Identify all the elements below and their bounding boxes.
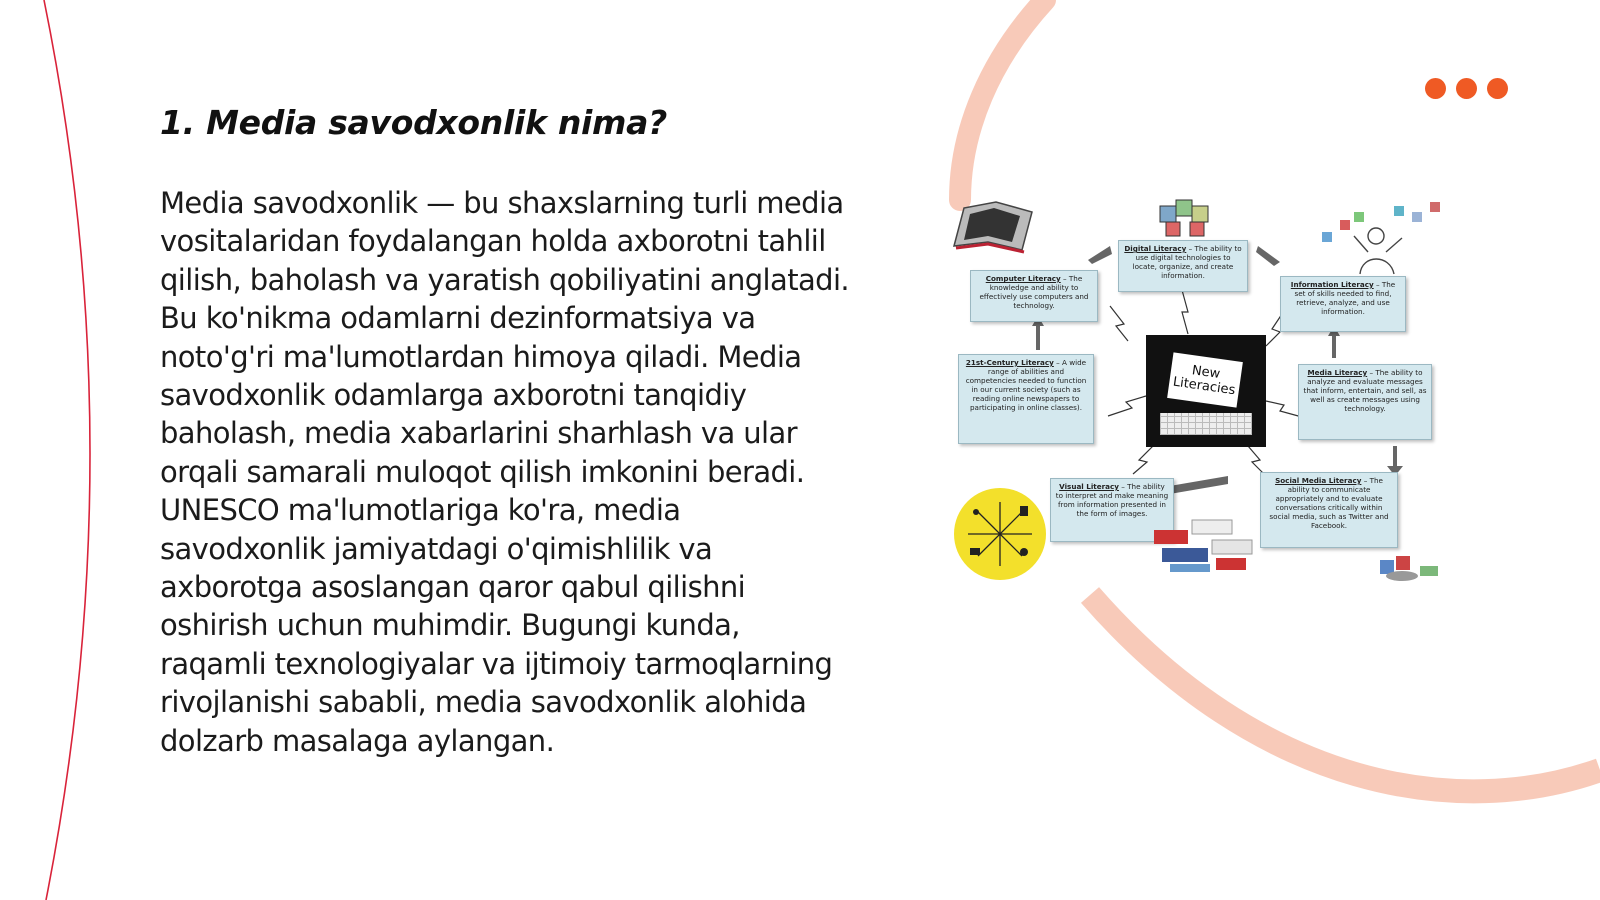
box-text: – A wide range of abilities and competencies needed to function in our current society (such as reading online newspapers to participating in online classes).: [965, 358, 1087, 412]
dot-icon: [1487, 78, 1508, 99]
peach-arc-bottom: [1090, 595, 1600, 791]
media-icons-circle: [954, 488, 1046, 580]
social-logos-collage: [1152, 510, 1262, 576]
box-text: – The ability to use digital technologies to locate, organize, and create information.: [1132, 244, 1242, 280]
digital-literacy-box: [1118, 240, 1248, 292]
dot-icon: [1456, 78, 1477, 99]
box-text: – The ability to analyze and evaluate messages that inform, entertain, and sell, as well as create messages using technology.: [1303, 368, 1427, 413]
peach-arc-top: [960, 0, 1045, 200]
book-icon: [948, 198, 1038, 258]
computer-literacy-box: [970, 270, 1098, 322]
media-literacy-box: [1298, 364, 1432, 440]
box-text: – The knowledge and ability to effectively use computers and technology.: [979, 274, 1089, 310]
box-text: – The ability to interpret and make meaning from information presented in the form of images.: [1055, 482, 1169, 518]
new-literacies-diagram: [948, 196, 1460, 588]
box-title: Media Literacy: [1307, 368, 1368, 377]
slide-body-text: Media savodxonlik — bu shaxslarning turli media vositalaridan foydalangan holda axborotni tahlil qilish, baholash va yaratish qobiliyatini anglatadi. Bu ko'nikma odamlarni dezinformatsiya va noto'g'ri ma'lumotlardan himoya qiladi. Media savodxonlik odamlarga axborotni tanqidiy baholash, media xabarlarini sharhlash va ular orqali samarali muloqot qilish imkonini beradi. UNESCO ma'lumotlariga ko'ra, media savodxonlik jamiyatdagi o'qimishlilik va axborotga asoslangan qaror qabul qilishni oshirish uchun muhimdir. Bugungi kunda, raqamli texnologiyalar va ijtimoiy tarmoqlarning rivojlanishi sababli, media savodxonlik alohida dolzarb masalaga aylangan.: [160, 186, 850, 758]
dot-icon: [1425, 78, 1446, 99]
media-star-icon: [954, 488, 1046, 580]
laptop-screen-label: New Literacies: [1167, 352, 1243, 407]
box-title: Computer Literacy: [985, 274, 1061, 283]
app-blocks-icon: [1154, 196, 1214, 242]
box-title: Visual Literacy: [1059, 482, 1119, 491]
box-title: Social Media Literacy: [1275, 476, 1362, 485]
box-text: – The ability to communicate appropriately and to evaluate conversations critically within social media, such as Twitter and Facebook.: [1269, 476, 1389, 530]
person-with-icons-graphic: [1314, 196, 1454, 276]
21st-century-literacy-box: [958, 354, 1094, 444]
slide-title: 1. Media savodxonlik nima?: [160, 103, 667, 142]
laptop-center-graphic: [1146, 335, 1266, 447]
social-media-literacy-box: [1260, 472, 1398, 548]
box-title: Digital Literacy: [1124, 244, 1187, 253]
box-text: – The set of skills needed to find, retrieve, analyze, and use information.: [1294, 280, 1396, 316]
box-title: 21st-Century Literacy: [965, 358, 1054, 367]
box-title: Information Literacy: [1290, 280, 1374, 289]
left-red-curve: [44, 0, 90, 900]
app-logos-icon: [1376, 552, 1446, 582]
keyboard-icon: [1160, 413, 1252, 435]
decorative-dots: [1425, 78, 1508, 99]
information-literacy-box: [1280, 276, 1406, 332]
